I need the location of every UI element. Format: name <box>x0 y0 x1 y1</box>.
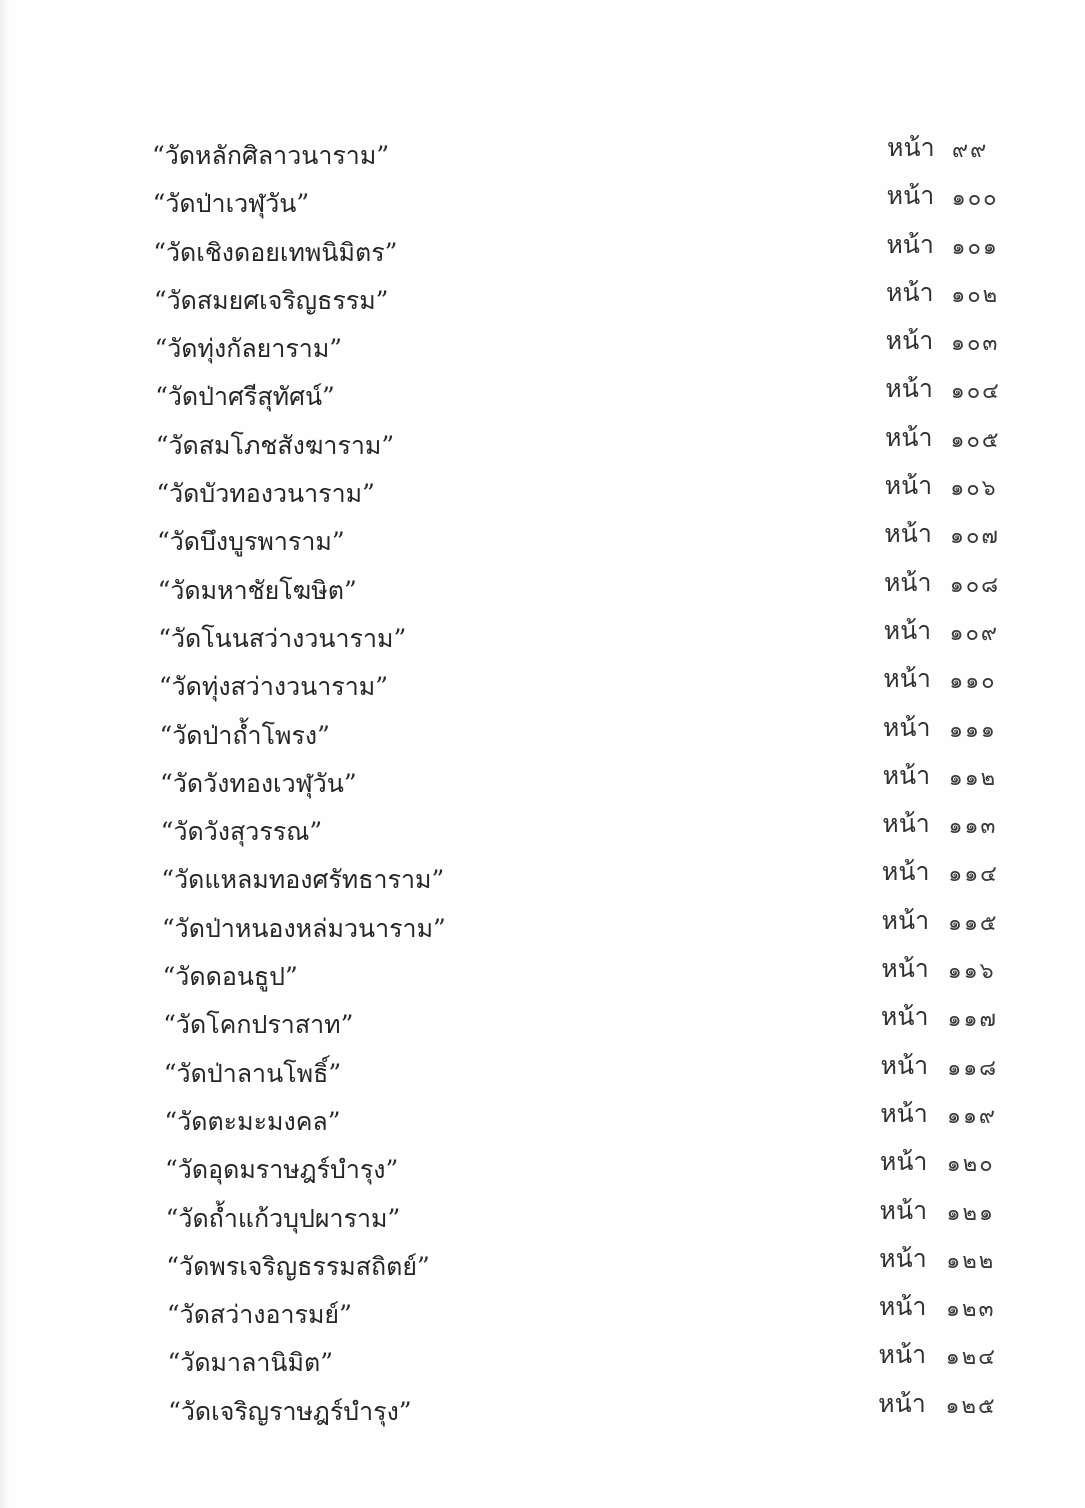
toc-entry <box>0 854 1085 902</box>
page-label: หน้า <box>886 229 934 259</box>
page-number: ๑๑๐ <box>949 669 997 695</box>
page-label: หน้า <box>884 471 933 501</box>
entry-title: “วัดพรเจริญธรรมสถิตย์” <box>166 1251 430 1281</box>
toc-entry <box>0 951 1085 999</box>
page-number: ๑๒๑ <box>946 1200 995 1226</box>
entry-title: “วัดทุ่งกัลยาราม” <box>154 334 343 364</box>
page-number: ๑๐๕ <box>950 427 1001 453</box>
toc-entry <box>0 178 1085 226</box>
entry-title: “วัดถ้ำแก้วบุปผาราม” <box>165 1203 401 1233</box>
page-number: ๑๐๘ <box>949 572 1001 598</box>
page-number: ๑๒๓ <box>946 1297 996 1323</box>
entry-title: “วัดมาลานิมิต” <box>167 1348 334 1378</box>
entry-title: “วัดสว่างอารมย์” <box>166 1300 352 1330</box>
page-number: ๑๑๘ <box>947 1055 999 1081</box>
toc-entry <box>0 903 1085 951</box>
toc-entry <box>0 1144 1085 1192</box>
entry-title: “วัดโคกปราสาท” <box>163 1010 354 1040</box>
toc-entry <box>0 323 1085 371</box>
toc-entry <box>0 420 1085 468</box>
toc-entry <box>0 613 1085 661</box>
page-label: หน้า <box>887 133 935 162</box>
page-number: ๑๒๔ <box>945 1345 997 1371</box>
entry-title: “วัดป่าถ้ำโพรง” <box>159 720 330 750</box>
toc-entry <box>0 275 1085 323</box>
page-label: หน้า <box>884 422 933 452</box>
entry-title: “วัดมหาชัยโฆษิต” <box>157 575 357 605</box>
toc-entry <box>0 710 1085 758</box>
toc-entry <box>0 1337 1085 1385</box>
page-number: ๑๑๓ <box>948 814 998 840</box>
page-label: หน้า <box>878 1388 926 1418</box>
page-label: หน้า <box>879 1195 928 1225</box>
page-label: หน้า <box>882 809 930 839</box>
page-number: ๙๙ <box>952 138 989 163</box>
toc-entry <box>0 371 1085 419</box>
entry-title: “วัดสมยศเจริญธรรม” <box>153 285 389 315</box>
entry-title: “วัดป่าศรีสุทัศน์” <box>155 382 335 412</box>
page-number: ๑๐๒ <box>951 282 1000 308</box>
page-number: ๑๒๐ <box>946 1152 995 1178</box>
page-number: ๑๑๕ <box>948 910 999 936</box>
entry-title: “วัดแหลมทองศรัทธาราม” <box>161 865 445 895</box>
page-label: หน้า <box>885 277 934 307</box>
page-number: ๑๑๖ <box>947 959 996 985</box>
page-label: หน้า <box>885 326 934 356</box>
page-label: หน้า <box>883 664 931 694</box>
page-label: หน้า <box>881 954 929 984</box>
page-number: ๑๐๖ <box>950 476 998 502</box>
page-label: หน้า <box>881 857 930 887</box>
page-label: หน้า <box>883 567 932 597</box>
toc-entry <box>0 565 1085 613</box>
page-number: ๑๐๓ <box>951 331 1000 357</box>
page-label: หน้า <box>882 712 931 742</box>
entry-title: “วัดป่าหนองหล่มวนาราม” <box>161 913 446 943</box>
page-label: หน้า <box>880 1002 929 1032</box>
entry-title: “วัดเจริญราษฎร์บำรุง” <box>168 1396 412 1426</box>
entry-title: “วัดเชิงดอยเทพนิมิตร” <box>153 237 398 267</box>
entry-title: “วัดสมโภชสังฆาราม” <box>155 430 395 460</box>
page-label: หน้า <box>883 615 932 645</box>
page-label: หน้า <box>885 374 933 404</box>
page-number: ๑๑๙ <box>947 1103 998 1129</box>
toc-entry <box>0 130 1085 178</box>
entry-title: “วัดป่าลานโพธิ์” <box>163 1058 342 1088</box>
table-of-contents <box>0 130 1085 1434</box>
entry-title: “วัดวังทองเวฬุวัน” <box>160 768 357 798</box>
entry-title: “วัดโนนสว่างวนาราม” <box>158 623 407 653</box>
toc-entry <box>0 227 1085 275</box>
page-label: หน้า <box>884 519 932 549</box>
page-number: ๑๐๑ <box>951 234 999 260</box>
page-number: ๑๒๕ <box>945 1393 997 1419</box>
page-number: ๑๐๗ <box>950 524 1000 550</box>
entry-title: “วัดหลักศิลาวนาราม” <box>152 141 390 170</box>
page-label: หน้า <box>886 181 935 211</box>
entry-title: “วัดบึงบูรพาราม” <box>156 527 345 557</box>
page-label: หน้า <box>878 1340 927 1370</box>
page-number: ๑๑๑ <box>949 717 997 743</box>
toc-entry <box>0 1048 1085 1096</box>
page-number: ๑๑๗ <box>947 1007 998 1033</box>
page-number: ๑๑๒ <box>948 765 998 791</box>
page-number: ๑๐๔ <box>950 379 1001 405</box>
entry-title: “วัดอุดมราษฎร์บำรุง” <box>165 1155 399 1185</box>
toc-entry <box>0 758 1085 806</box>
page-label: หน้า <box>880 1098 928 1128</box>
toc-entry <box>0 1241 1085 1289</box>
page-label: หน้า <box>878 1292 927 1322</box>
page-label: หน้า <box>879 1243 927 1273</box>
entry-title: “วัดทุ่งสว่างวนาราม” <box>158 672 388 702</box>
toc-entry <box>0 1289 1085 1337</box>
entry-title: “วัดตะมะมงคล” <box>164 1106 341 1136</box>
entry-title: “วัดป่าเวฬุวัน” <box>152 189 310 219</box>
page-label: หน้า <box>881 905 930 935</box>
page-number: ๑๐๙ <box>949 620 1000 646</box>
page-label: หน้า <box>882 760 931 790</box>
entry-title: “วัดดอนธูป” <box>162 962 298 992</box>
page-number: ๑๐๐ <box>951 186 999 212</box>
toc-entry <box>0 806 1085 854</box>
toc-entry <box>0 1193 1085 1241</box>
entry-title: “วัดวังสุวรรณ” <box>160 817 323 847</box>
entry-title: “วัดบัวทองวนาราม” <box>156 479 375 509</box>
toc-entry <box>0 999 1085 1047</box>
toc-entry <box>0 468 1085 516</box>
page-label: หน้า <box>879 1147 928 1177</box>
toc-entry <box>0 661 1085 709</box>
toc-entry <box>0 1096 1085 1144</box>
page-number: ๑๑๔ <box>948 862 999 888</box>
page-label: หน้า <box>880 1050 929 1080</box>
toc-entry <box>0 516 1085 564</box>
page-number: ๑๒๒ <box>946 1248 996 1274</box>
toc-entry <box>0 1386 1085 1434</box>
